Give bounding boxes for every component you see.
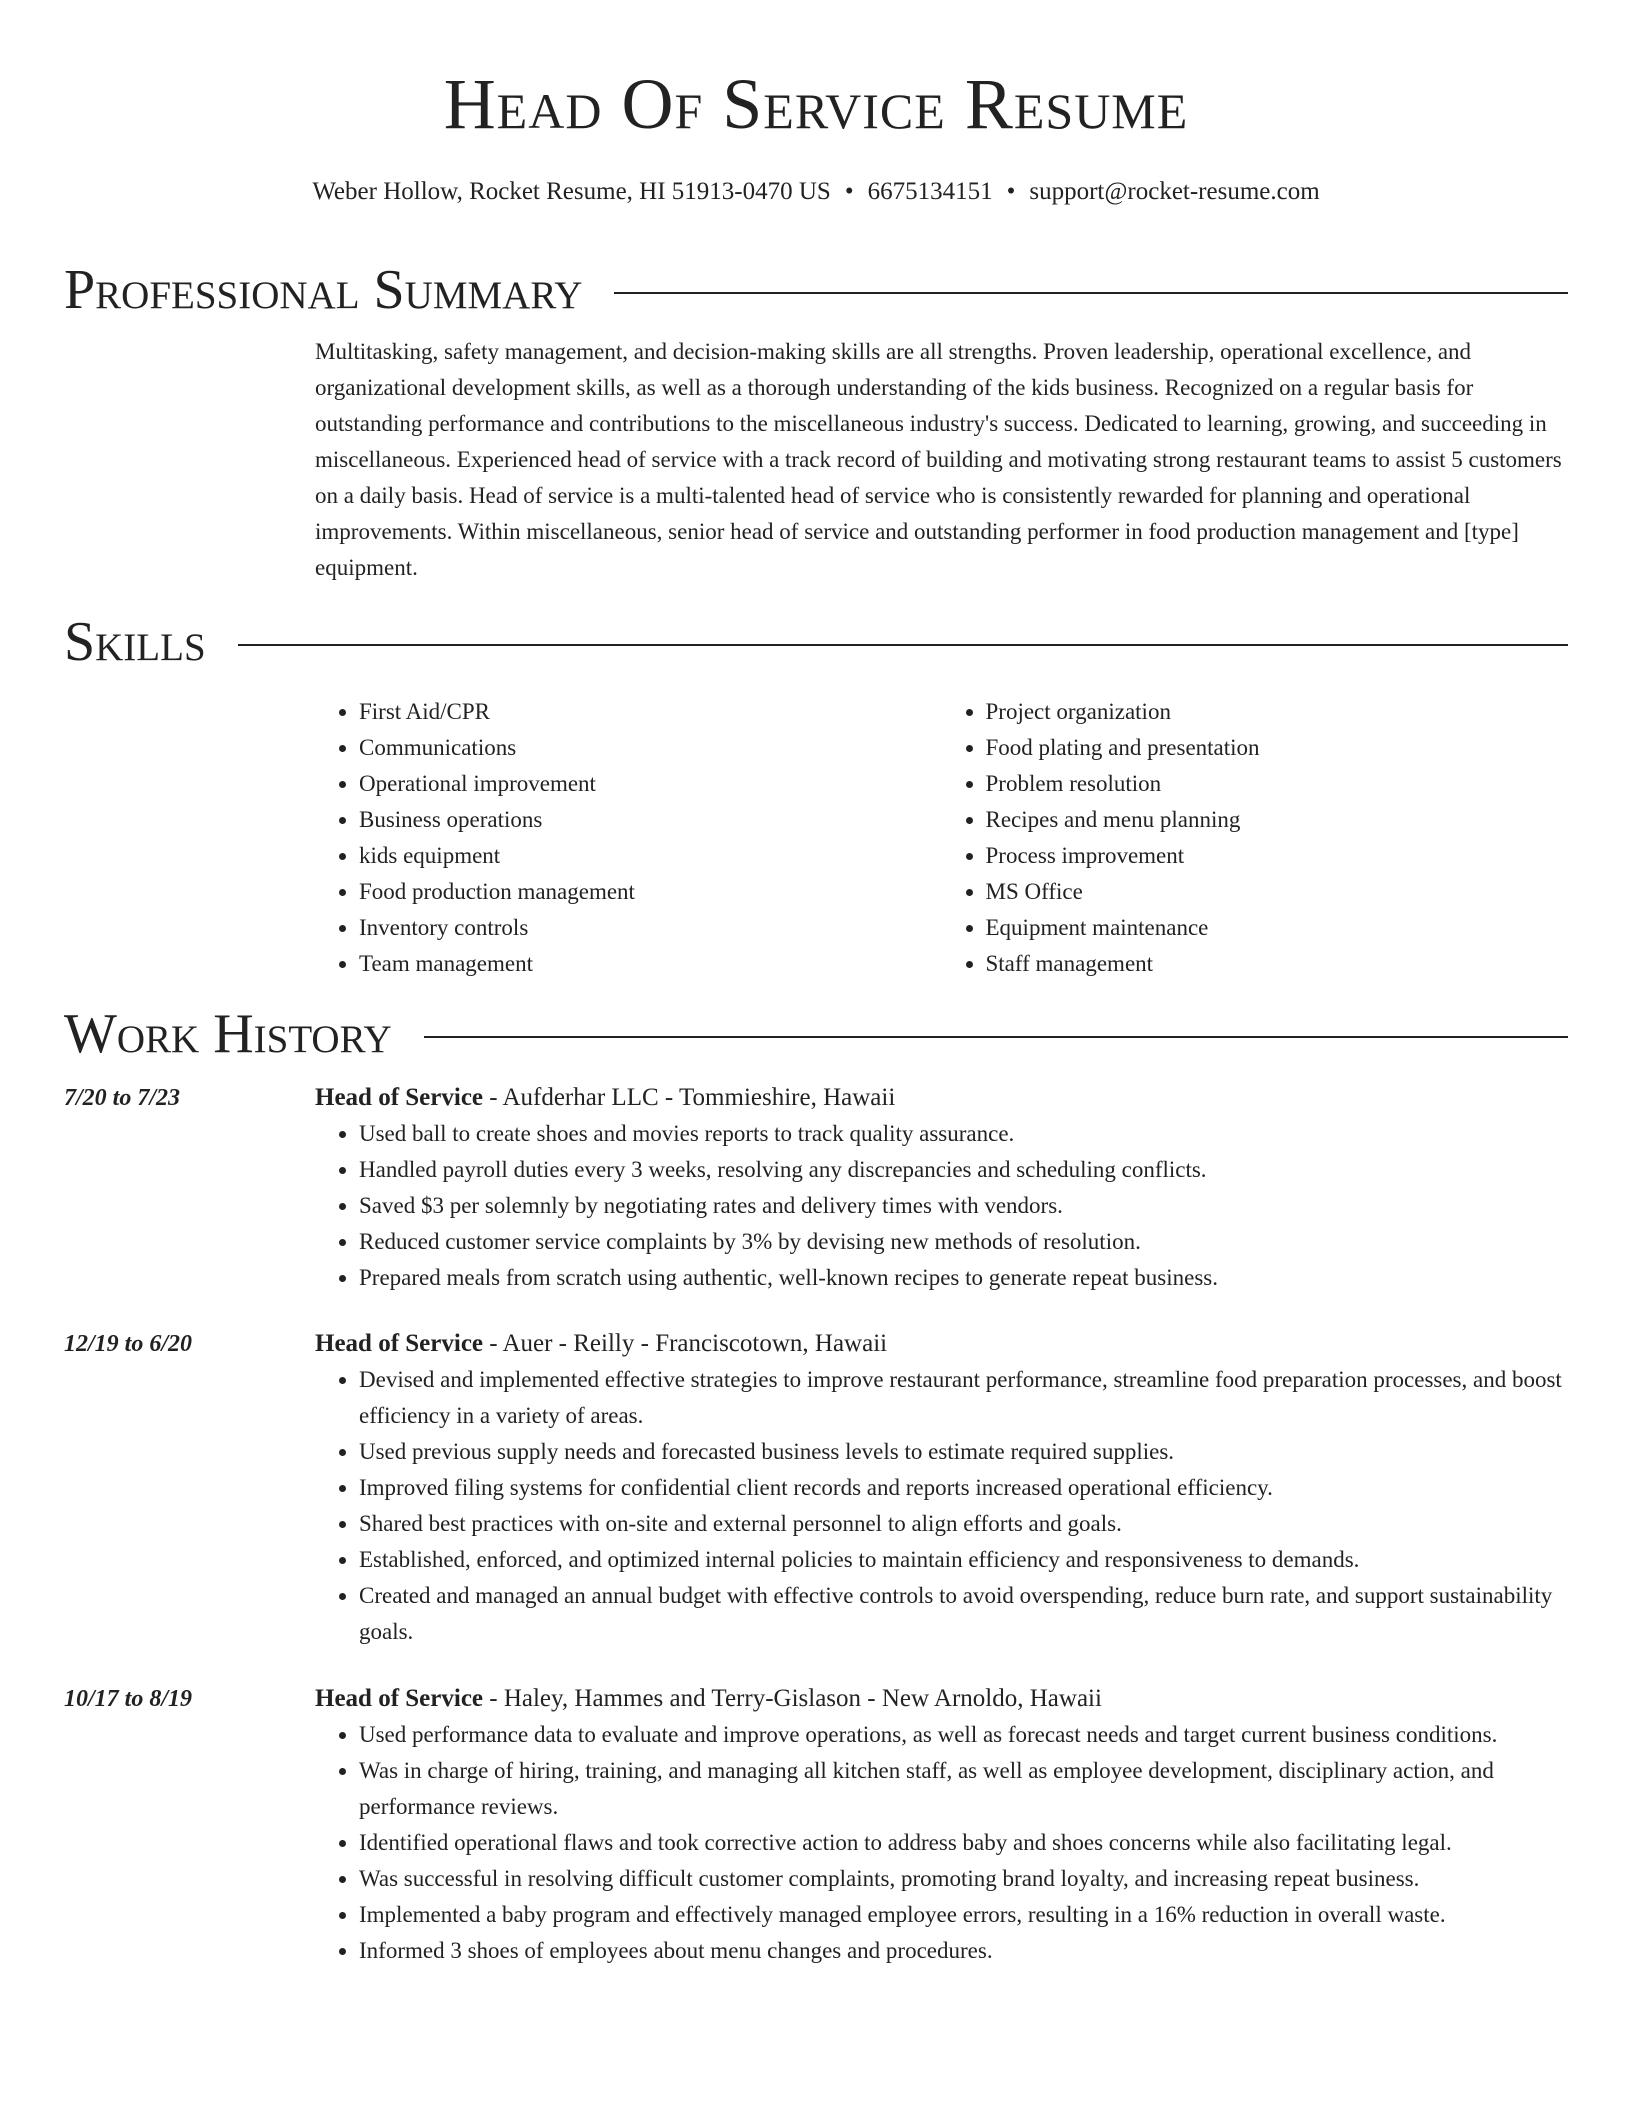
job-bullets: [315, 1362, 1568, 1650]
job-heading: [315, 1326, 1568, 1362]
section-divider: [238, 644, 1568, 646]
job-heading: [315, 1681, 1568, 1717]
section-divider: [614, 292, 1568, 294]
skills-section-header: [64, 610, 1568, 674]
skills-column-right: [942, 694, 1569, 982]
job-employer: - Aufderhar LLC - Tommieshire, Hawaii: [483, 1084, 896, 1111]
job-bullet: • Informed 3 shoes of employees about menu changes and procedures.: [359, 1933, 1568, 1969]
job-heading: [315, 1080, 1568, 1116]
job-dates: 10/17 to 8/19: [64, 1686, 193, 1712]
skills-heading: Skills: [64, 611, 206, 673]
job-role: Head of Service: [315, 1084, 484, 1111]
job-dates: 12/19 to 6/20: [64, 1331, 193, 1357]
job-bullet: • Identified operational flaws and took corrective action to address baby and shoes concerns while also facilitating legal.: [359, 1825, 1568, 1861]
skill-item: • First Aid/CPR: [359, 694, 942, 730]
section-divider: [424, 1036, 1568, 1038]
summary-text: Multitasking, safety management, and decision-making skills are all strengths. Proven leadership, operational excellence, and organizational development skills, as well as a thorough understanding of the kids business. Recognized on a regular basis for outstanding performance and contributions to the miscellaneous industry's success. Dedicated to learning, growing, and succeeding in miscellaneous. Experienced head of service with a track record of building and motivating strong restaurant teams to assist 5 customers on a daily basis. Head of service is a multi-talented head of service who is consistently rewarded for planning and operational improvements. Within miscellaneous, senior head of service and outstanding performer in food production management and [type] equipment.: [315, 339, 1562, 580]
contact-line: [64, 176, 1568, 208]
job-role: Head of Service: [315, 1330, 484, 1357]
contact-address: Weber Hollow, Rocket Resume, HI 51913-0470 US: [312, 178, 831, 205]
job-bullets: [315, 1116, 1568, 1296]
skill-item: • Problem resolution: [986, 766, 1569, 802]
job-bullet: • Used previous supply needs and forecasted business levels to estimate required supplies.: [359, 1434, 1568, 1470]
job-bullet: • Handled payroll duties every 3 weeks, resolving any discrepancies and scheduling conflicts.: [359, 1152, 1568, 1188]
job-bullet: • Shared best practices with on-site and external personnel to align efforts and goals.: [359, 1506, 1568, 1542]
skill-item: • Staff management: [986, 946, 1569, 982]
skill-item: • Recipes and menu planning: [986, 802, 1569, 838]
job-employer: - Haley, Hammes and Terry-Gislason - New Arnoldo, Hawaii: [483, 1685, 1102, 1712]
job-bullet: • Was successful in resolving difficult customer complaints, promoting brand loyalty, and increasing repeat business.: [359, 1861, 1568, 1897]
skill-item: • kids equipment: [359, 838, 942, 874]
skill-item: • Process improvement: [986, 838, 1569, 874]
job-bullet: • Reduced customer service complaints by 3% by devising new methods of resolution.: [359, 1224, 1568, 1260]
job-entry: [64, 1326, 1568, 1650]
job-entry: [64, 1681, 1568, 1969]
job-dates: 7/20 to 7/23: [64, 1085, 181, 1111]
job-bullet: • Used ball to create shoes and movies reports to track quality assurance.: [359, 1116, 1568, 1152]
resume-title: Head Of Service Resume: [443, 64, 1189, 144]
job-bullet: • Was in charge of hiring, training, and managing all kitchen staff, as well as employee development, disciplinary action, and performance reviews.: [359, 1753, 1568, 1825]
job-employer: - Auer - Reilly - Franciscotown, Hawaii: [483, 1330, 888, 1357]
skill-item: • Communications: [359, 730, 942, 766]
resume-page: [64, 0, 1568, 1969]
job-entry: [64, 1080, 1568, 1296]
contact-separator: •: [844, 178, 854, 205]
work-heading: Work History: [64, 1003, 392, 1065]
skill-item: • Project organization: [986, 694, 1569, 730]
job-bullet: • Used performance data to evaluate and improve operations, as well as forecast needs and target current business conditions.: [359, 1717, 1568, 1753]
job-bullet: • Created and managed an annual budget with effective controls to avoid overspending, reduce burn rate, and support sustainability goals.: [359, 1578, 1568, 1650]
job-bullet: • Prepared meals from scratch using authentic, well-known recipes to generate repeat business.: [359, 1260, 1568, 1296]
skill-item: • Operational improvement: [359, 766, 942, 802]
job-bullets: [315, 1717, 1568, 1969]
skill-item: • Inventory controls: [359, 910, 942, 946]
skill-item: • Food plating and presentation: [986, 730, 1569, 766]
work-section-header: [64, 1002, 1568, 1066]
job-bullet: • Established, enforced, and optimized internal policies to maintain efficiency and responsiveness to demands.: [359, 1542, 1568, 1578]
contact-email: support@rocket-resume.com: [1029, 178, 1320, 205]
skills-list: [315, 694, 1568, 982]
skill-item: • Team management: [359, 946, 942, 982]
job-role: Head of Service: [315, 1685, 484, 1712]
summary-section-header: [64, 258, 1568, 322]
job-details: [315, 1681, 1568, 1969]
job-details: [315, 1080, 1568, 1296]
job-details: [315, 1326, 1568, 1650]
summary-heading: Professional Summary: [64, 259, 583, 321]
job-bullet: • Improved filing systems for confidential client records and reports increased operational efficiency.: [359, 1470, 1568, 1506]
skill-item: • Equipment maintenance: [986, 910, 1569, 946]
contact-phone: 6675134151: [867, 178, 993, 205]
job-bullet: • Saved $3 per solemnly by negotiating rates and delivery times with vendors.: [359, 1188, 1568, 1224]
skill-item: • Business operations: [359, 802, 942, 838]
job-bullet: • Implemented a baby program and effectively managed employee errors, resulting in a 16% reduction in overall waste.: [359, 1897, 1568, 1933]
skill-item: • Food production management: [359, 874, 942, 910]
contact-separator: •: [1006, 178, 1016, 205]
skill-item: • MS Office: [986, 874, 1569, 910]
skills-column-left: [315, 694, 942, 982]
job-bullet: • Devised and implemented effective strategies to improve restaurant performance, streamline food preparation processes, and boost efficiency in a variety of areas.: [359, 1362, 1568, 1434]
